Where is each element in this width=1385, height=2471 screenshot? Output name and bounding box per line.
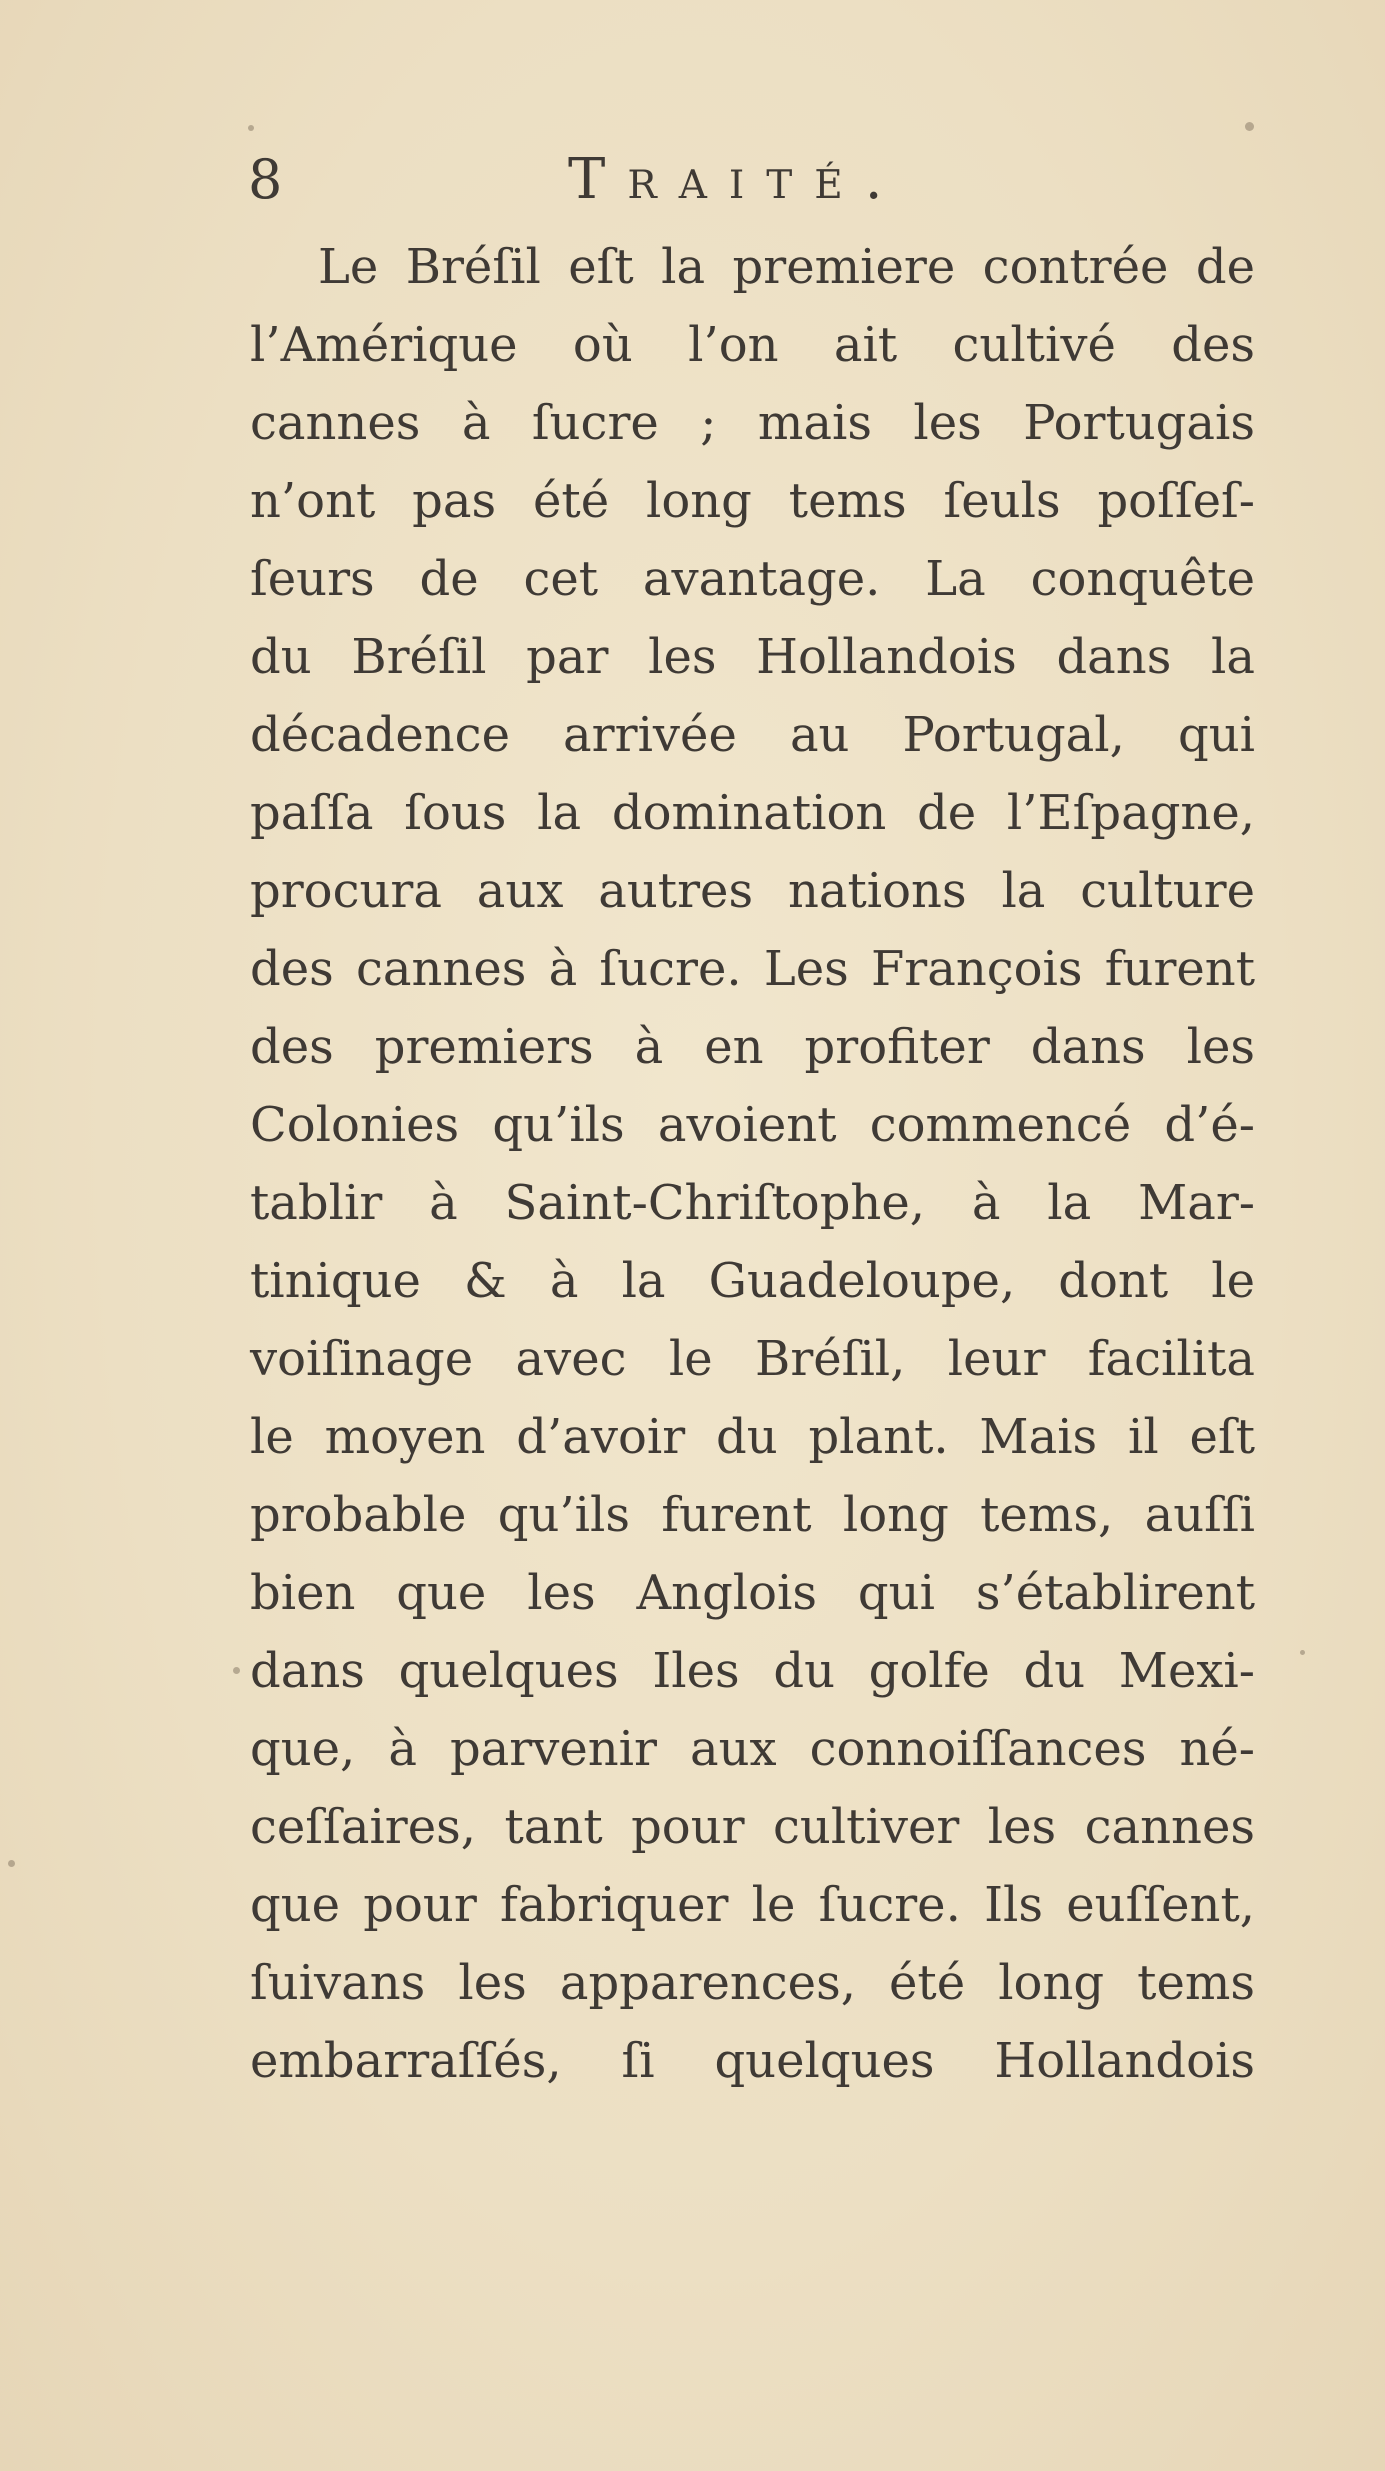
ink-spot bbox=[1300, 1650, 1305, 1655]
text-line: bien que les Anglois qui s’établirent bbox=[250, 1565, 1255, 1621]
text-line: dans quelques Iles du golfe du Mexi- bbox=[250, 1643, 1255, 1699]
text-line: des cannes à ſucre. Les François furent bbox=[250, 941, 1255, 997]
ink-spot bbox=[8, 1860, 15, 1867]
text-line: voiſinage avec le Bréſil, leur facilita bbox=[250, 1331, 1255, 1387]
text-line: probable qu’ils furent long tems, auſſi bbox=[250, 1487, 1255, 1543]
text-line: procura aux autres nations la culture bbox=[250, 863, 1255, 919]
text-line: décadence arrivée au Portugal, qui bbox=[250, 707, 1255, 763]
text-line: que pour fabriquer le ſucre. Ils euſſent, bbox=[250, 1877, 1255, 1933]
running-head: Traité. bbox=[568, 147, 905, 212]
text-line: Colonies qu’ils avoient commencé d’é- bbox=[250, 1097, 1255, 1153]
text-line: ceſſaires, tant pour cultiver les cannes bbox=[250, 1799, 1255, 1855]
text-line: du Bréſil par les Hollandois dans la bbox=[250, 629, 1255, 685]
text-line: n’ont pas été long tems ſeuls poſſeſ- bbox=[250, 473, 1255, 529]
text-line: paſſa ſous la domination de l’Eſpagne, bbox=[250, 785, 1255, 841]
ink-spot bbox=[233, 1667, 240, 1674]
text-line: des premiers à en profiter dans les bbox=[250, 1019, 1255, 1075]
text-line: ſuivans les apparences, été long tems bbox=[250, 1955, 1255, 2011]
text-line: tablir à Saint-Chriſtophe, à la Mar- bbox=[250, 1175, 1255, 1231]
text-line: cannes à ſucre ; mais les Portugais bbox=[250, 395, 1255, 451]
text-line: tinique & à la Guadeloupe, dont le bbox=[250, 1253, 1255, 1309]
text-line: le moyen d’avoir du plant. Mais il eſt bbox=[250, 1409, 1255, 1465]
text-line: que, à parvenir aux connoiſſances né- bbox=[250, 1721, 1255, 1777]
page-header bbox=[248, 140, 1248, 220]
ink-spot bbox=[248, 125, 254, 131]
text-line: ſeurs de cet avantage. La conquête bbox=[250, 551, 1255, 607]
body-text bbox=[250, 228, 1255, 2100]
ink-spot bbox=[1245, 122, 1254, 131]
text-line: Le Bréſil eſt la premiere contrée de bbox=[318, 239, 1255, 295]
text-line: embarraſſés, ſi quelques Hollandois bbox=[250, 2033, 1255, 2089]
text-line: l’Amérique où l’on ait cultivé des bbox=[250, 317, 1255, 373]
page-number: 8 bbox=[248, 148, 283, 211]
